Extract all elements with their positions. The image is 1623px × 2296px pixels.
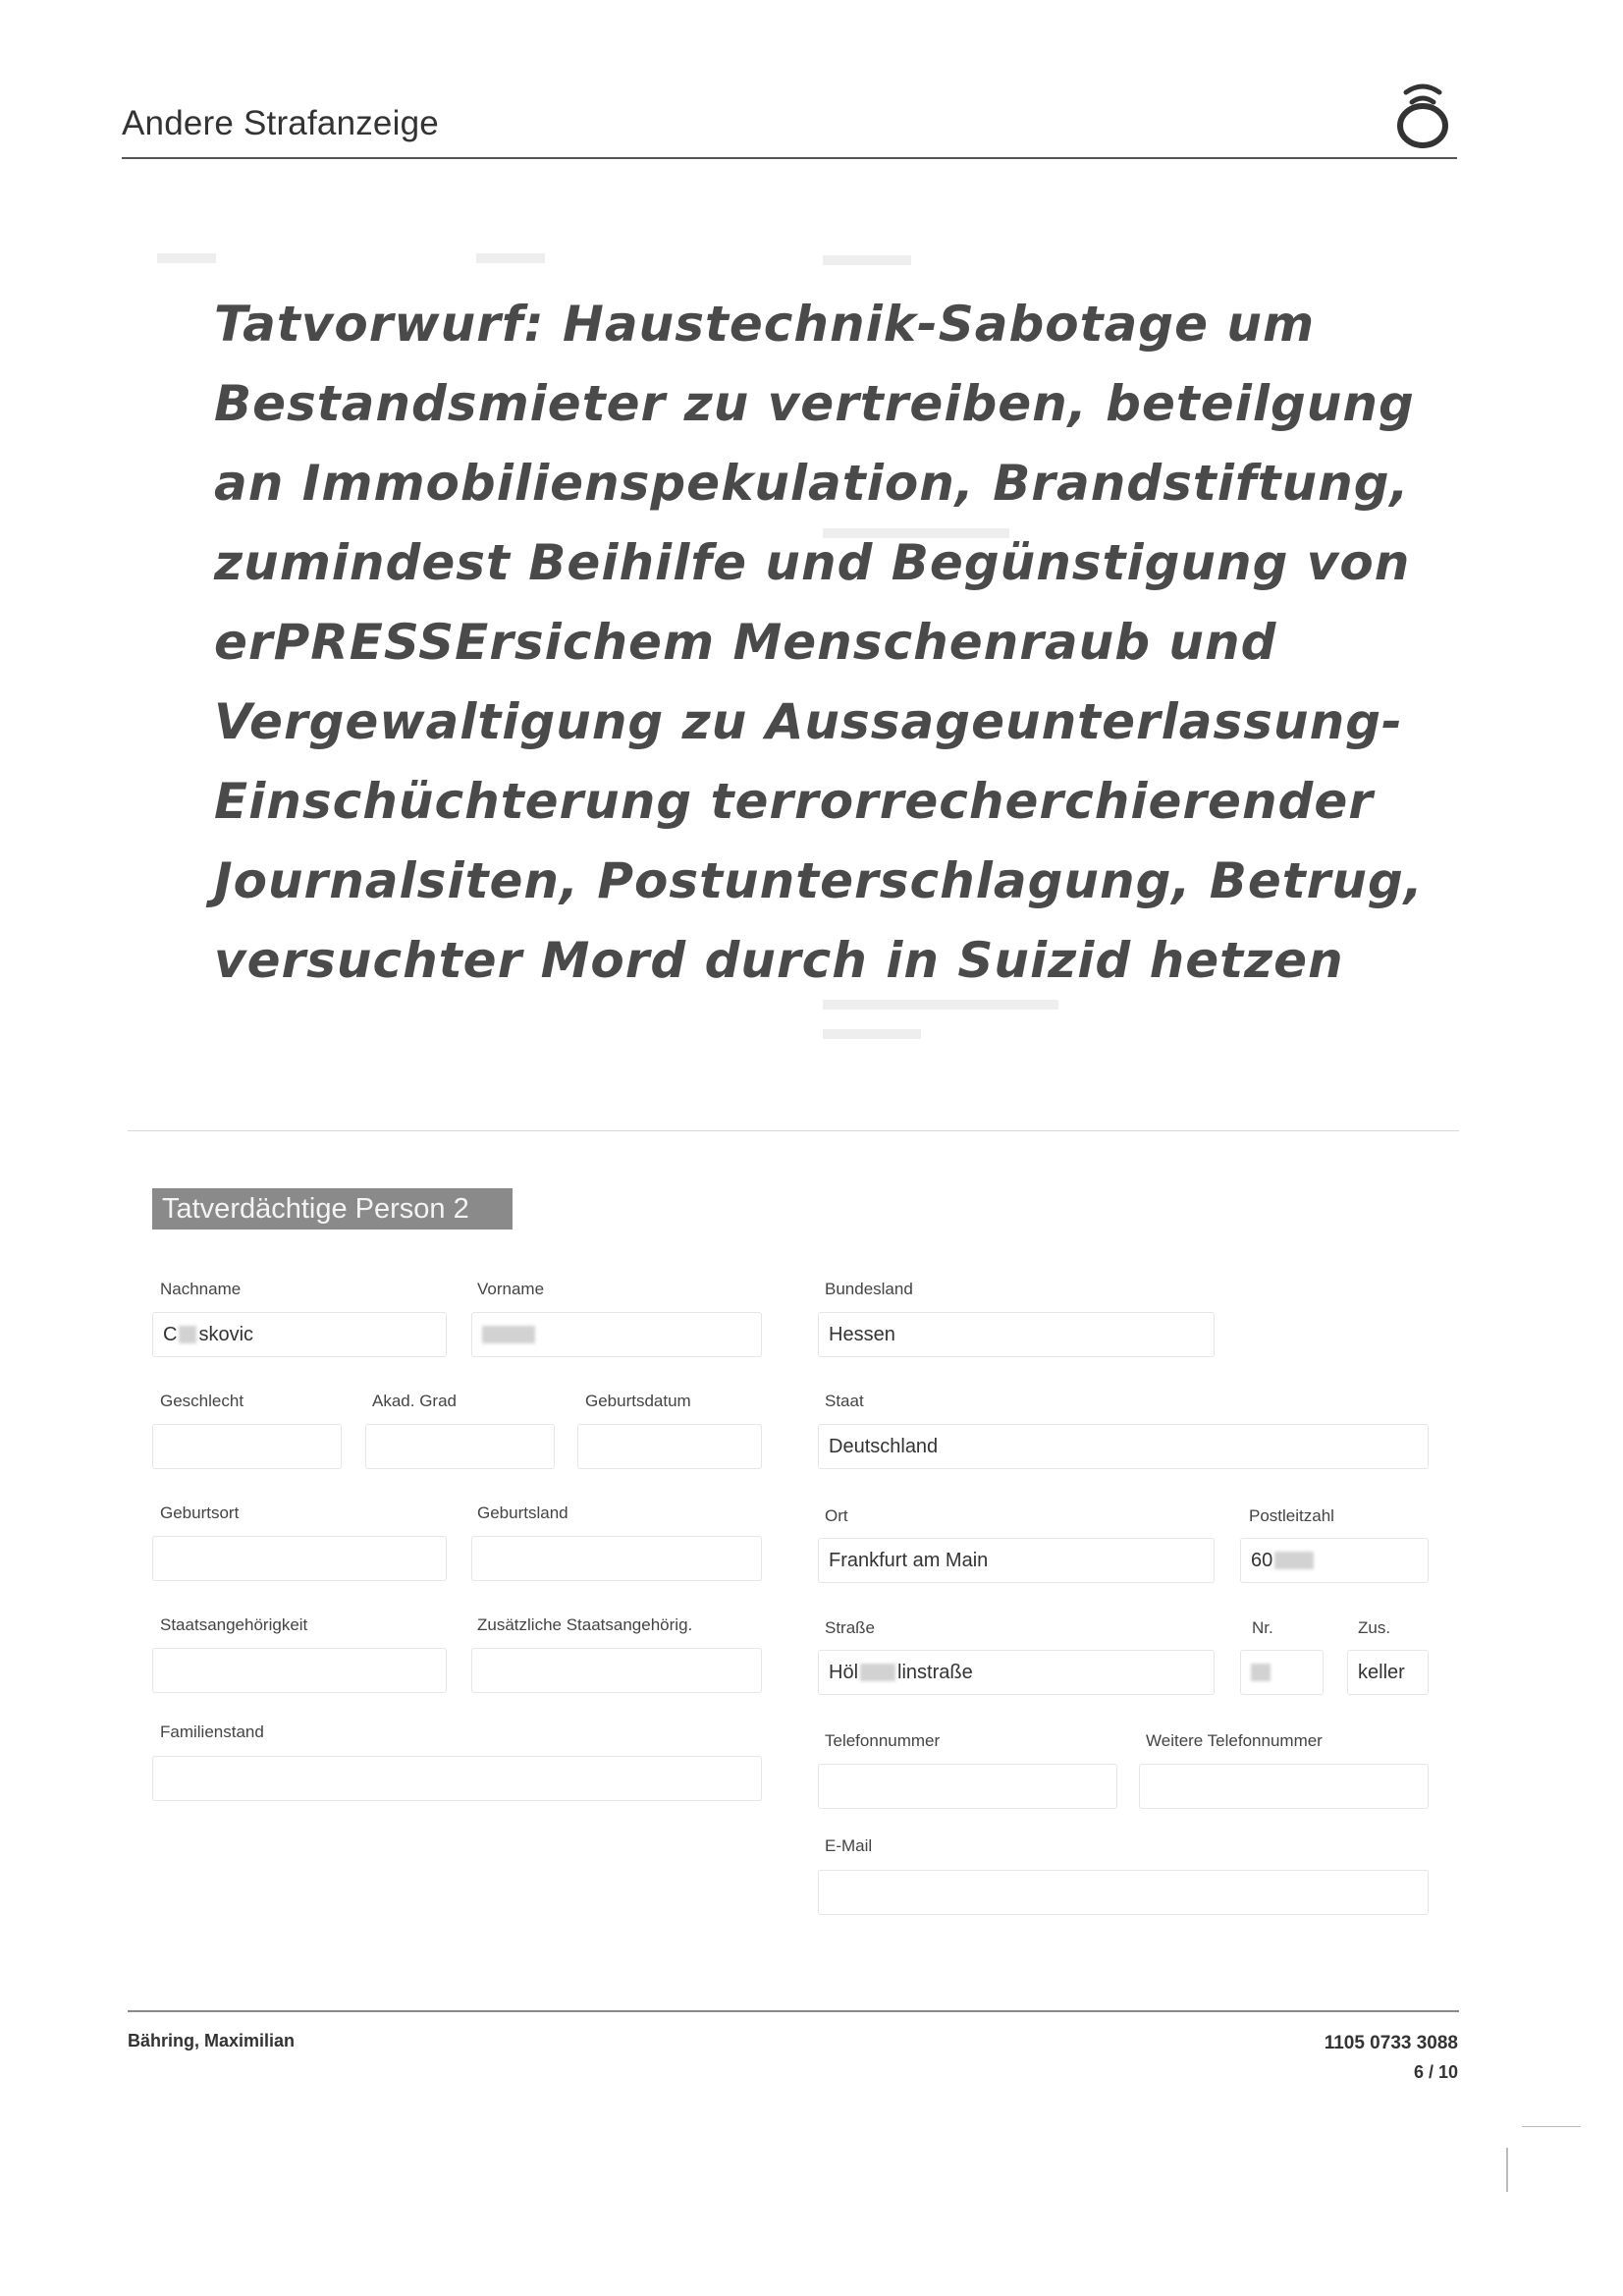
document-title: Andere Strafanzeige: [122, 104, 439, 142]
postleitzahl-value-prefix: 60: [1251, 1549, 1273, 1571]
geburtsort-field[interactable]: [152, 1536, 447, 1581]
email-label: E-Mail: [825, 1836, 873, 1855]
footer-divider: [128, 2010, 1459, 2012]
familienstand-field[interactable]: [152, 1756, 762, 1801]
nachname-label: Nachname: [160, 1280, 242, 1298]
zus-label: Zus.: [1358, 1618, 1391, 1637]
telefonnummer-field[interactable]: [818, 1764, 1117, 1809]
footer-name: Bähring, Maximilian: [128, 2031, 296, 2050]
postleitzahl-label: Postleitzahl: [1249, 1506, 1334, 1525]
redaction-mark: [179, 1326, 196, 1343]
police-logo-icon: [1392, 75, 1453, 151]
strasse-label: Straße: [825, 1618, 876, 1637]
zus-staatsangehoerig-field[interactable]: [471, 1648, 762, 1693]
section-divider: [128, 1130, 1459, 1131]
faint-underlying-text: [476, 253, 545, 263]
staat-field[interactable]: Deutschland: [818, 1424, 1429, 1469]
strasse-value-prefix: Höl: [829, 1661, 859, 1683]
telefonnummer-label: Telefonnummer: [825, 1731, 941, 1750]
nr-label: Nr.: [1252, 1618, 1273, 1637]
email-field[interactable]: [818, 1870, 1429, 1915]
strasse-field[interactable]: [818, 1650, 1215, 1695]
faint-underlying-text: [823, 1029, 921, 1039]
accusation-statement: Tatvorwurf: Haustechnik-Sabotage um Bestandsmieter zu vertreiben, beteilgung an Immobilienspekulation, Brandstiftung, zumindest Beihilfe und Begünstigung von erPRESSErsichem Menschenraub und Vergewaltigung zu Aussageunterlassung- Einschüchterung terrorrecherchierender Journalsiten, Postunterschlagung, Betrug, versuchter Mord durch in Suizid hetzen: [214, 296, 1424, 989]
geburtsland-field[interactable]: [471, 1536, 762, 1581]
geburtsland-label: Geburtsland: [477, 1503, 568, 1522]
weitere-telefonnummer-label: Weitere Telefonnummer: [1146, 1731, 1323, 1750]
akad-grad-label: Akad. Grad: [372, 1392, 457, 1410]
ort-label: Ort: [825, 1506, 848, 1525]
geburtsdatum-label: Geburtsdatum: [585, 1392, 691, 1410]
vorname-label: Vorname: [477, 1280, 545, 1298]
weitere-telefonnummer-field[interactable]: [1139, 1764, 1429, 1809]
geburtsort-label: Geburtsort: [160, 1503, 240, 1522]
redaction-mark: [860, 1664, 895, 1681]
geburtsdatum-field[interactable]: [577, 1424, 762, 1469]
scan-artifact-line: [1506, 2148, 1508, 2192]
postleitzahl-field[interactable]: [1240, 1538, 1429, 1583]
familienstand-label: Familienstand: [160, 1722, 264, 1741]
section-title: Tatverdächtige Person 2: [152, 1188, 513, 1230]
staat-label: Staat: [825, 1392, 864, 1410]
header-divider: [122, 157, 1457, 159]
bundesland-field[interactable]: Hessen: [818, 1312, 1215, 1357]
staatsangehoerigkeit-field[interactable]: [152, 1648, 447, 1693]
strasse-value-suffix: linstraße: [897, 1661, 973, 1683]
staatsangehoerigkeit-label: Staatsangehörigkeit: [160, 1615, 308, 1634]
footer-reference-number: 1105 0733 3088: [1324, 2033, 1458, 2053]
zus-staatsangehoerig-label: Zusätzliche Staatsangehörig.: [477, 1615, 693, 1634]
faint-underlying-text: [823, 1000, 1058, 1010]
bundesland-label: Bundesland: [825, 1280, 913, 1298]
zus-field[interactable]: keller: [1347, 1650, 1429, 1695]
geschlecht-label: Geschlecht: [160, 1392, 244, 1410]
faint-underlying-text: [157, 253, 216, 263]
redaction-mark: [1251, 1664, 1271, 1681]
ort-field[interactable]: Frankfurt am Main: [818, 1538, 1215, 1583]
nachname-value-prefix: C: [163, 1323, 178, 1345]
redaction-mark: [482, 1326, 535, 1343]
scan-artifact-line: [1522, 2126, 1581, 2127]
faint-underlying-text: [823, 255, 911, 265]
redaction-mark: [1274, 1552, 1314, 1569]
nachname-field[interactable]: [152, 1312, 447, 1357]
nachname-value-suffix: skovic: [198, 1323, 254, 1345]
footer-page-number: 6 / 10: [1413, 2062, 1458, 2082]
akad-grad-field[interactable]: [365, 1424, 555, 1469]
geschlecht-field[interactable]: [152, 1424, 342, 1469]
nr-field[interactable]: [1240, 1650, 1324, 1695]
vorname-field[interactable]: [471, 1312, 762, 1357]
